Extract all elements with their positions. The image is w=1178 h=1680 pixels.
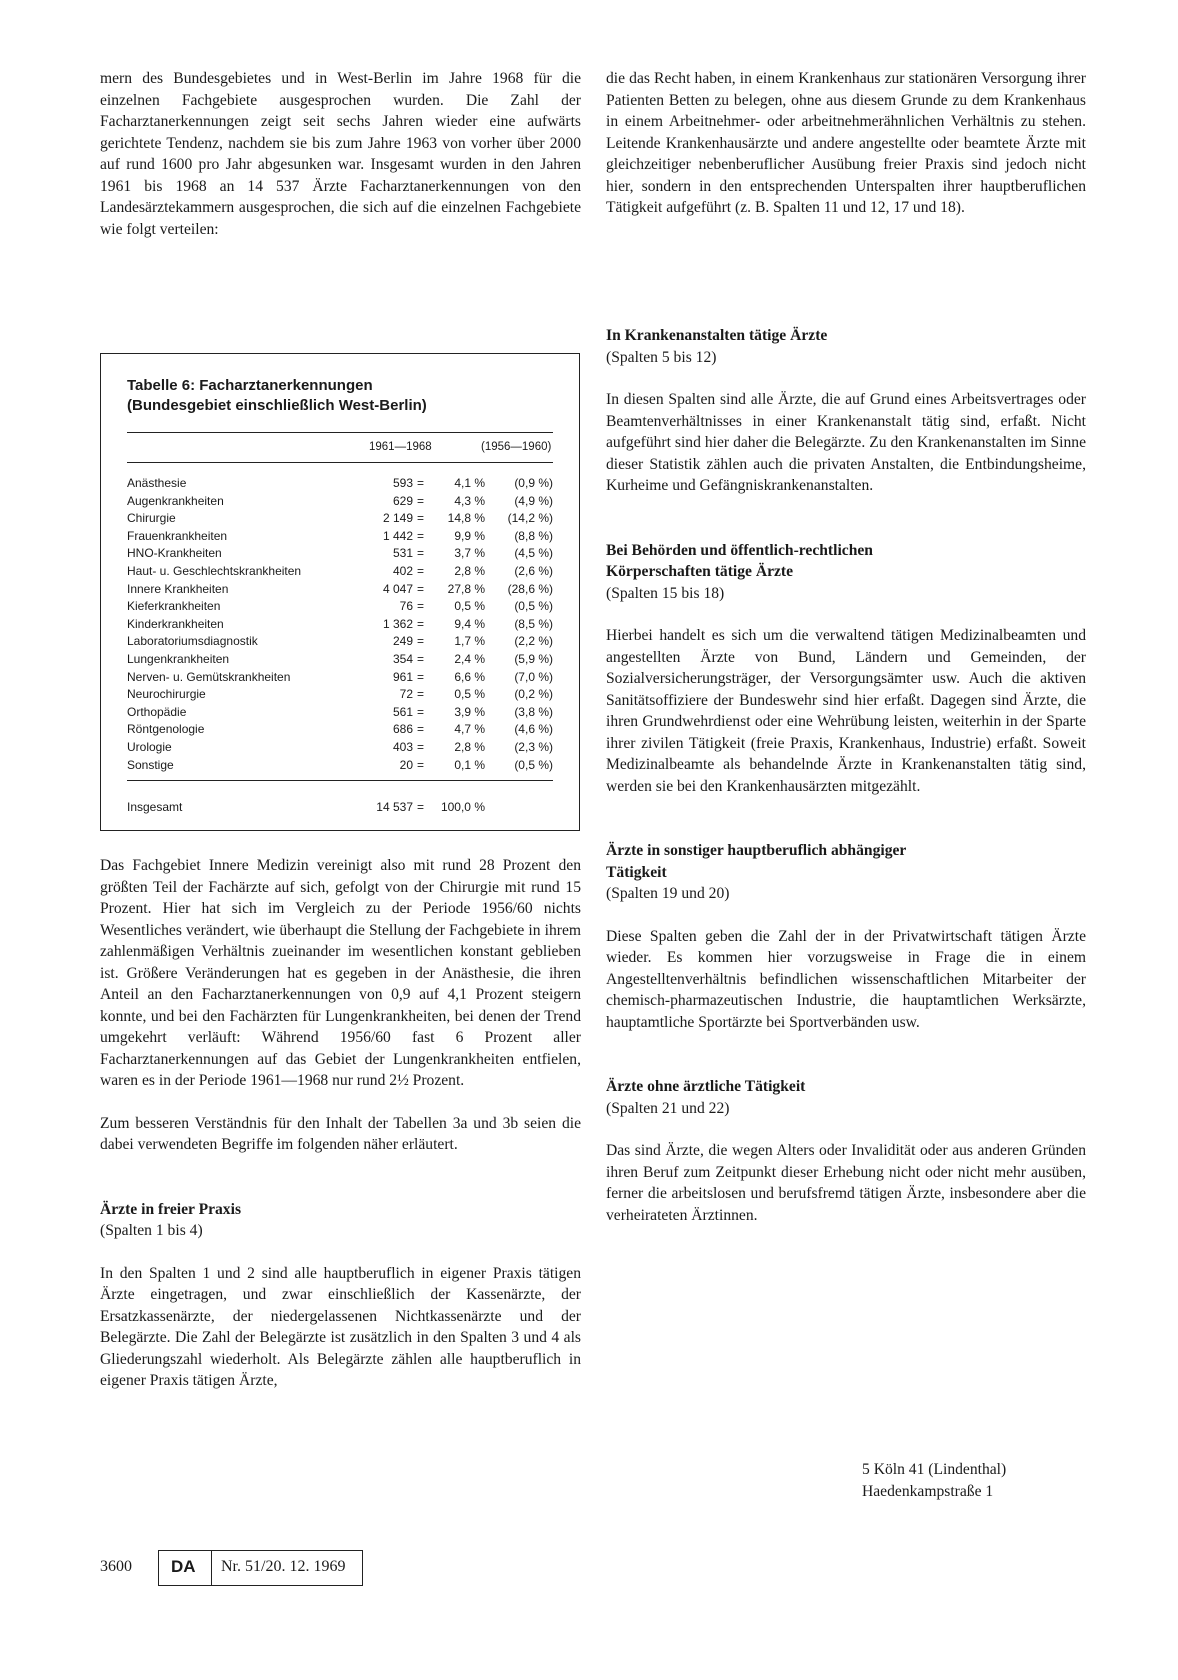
row-previous: (0,9 %) [514, 476, 553, 490]
row-previous: (8,8 %) [514, 528, 553, 543]
journal-box [158, 1550, 363, 1586]
row-previous: (2,6 %) [514, 563, 553, 578]
column-header-period: 1961—1968 [369, 441, 432, 453]
row-pct: 14,8 % [447, 511, 485, 526]
row-pct: 6,6 % [454, 669, 485, 684]
section-subheading: (Spalten 15 bis 18) [606, 584, 725, 602]
row-previous: (5,9 %) [514, 651, 553, 666]
row-label: Haut- u. Geschlechtskrankheiten [127, 563, 302, 578]
row-pct: 4,3 % [454, 493, 485, 508]
row-count: 961 [392, 669, 413, 684]
table-row [127, 757, 553, 775]
address-line-1: 5 Köln 41 (Lindenthal) [862, 1461, 1007, 1478]
row-pct: 0,5 % [454, 687, 485, 702]
row-label: Kieferkrankheiten [127, 599, 221, 614]
issue-number: Nr. 51/20. 12. 1969 [221, 1558, 346, 1575]
row-label: Lungenkrankheiten [127, 651, 230, 666]
row-eq: = [417, 581, 425, 596]
row-previous: (0,5 %) [514, 599, 553, 614]
row-count: 249 [392, 634, 413, 649]
row-pct: 9,4 % [454, 616, 485, 631]
table-row [127, 563, 553, 581]
row-count: 593 [392, 476, 413, 490]
table-6 [100, 353, 580, 831]
row-previous: (4,6 %) [514, 722, 553, 737]
row-eq: = [417, 651, 425, 666]
section-subheading: (Spalten 19 und 20) [606, 885, 730, 902]
row-eq: = [417, 528, 425, 543]
section-heading: Ärzte in freier Praxis [100, 1200, 242, 1218]
row-eq: = [417, 563, 425, 578]
row-pct: 2,8 % [454, 563, 485, 578]
row-count: 1 362 [382, 616, 413, 631]
row-label: Nerven- u. Gemütskrankheiten [127, 669, 291, 684]
row-pct: 4,1 % [454, 476, 485, 490]
row-previous: (2,2 %) [514, 634, 553, 649]
row-previous: (14,2 %) [507, 511, 553, 526]
table-row [127, 721, 553, 739]
section-text: In den Spalten 1 und 2 sind alle hauptberuflich in eigener Praxis tätigen Ärzte eingetragen, und zwar einschließlich der Kassenärzte, der Ersatzkassenärzte, der niedergelassenen Nichtkassenärzte und der Belegärzte. Die Zahl der Belegärzte ist zusätzlich in den Spalten 3 und 4 als Gliederungszahl wiederholt. Als Belegärzte zählen alle hauptberuflich in eigener Praxis tätigen Ärzte, [100, 1264, 581, 1389]
section-freie-praxis [100, 1199, 581, 1392]
row-pct: 4,7 % [454, 722, 485, 737]
table-rows [127, 475, 553, 774]
row-pct: 3,9 % [454, 704, 485, 719]
page-number: 3600 [100, 1558, 132, 1575]
row-eq: = [417, 493, 425, 508]
table-title-line1: Tabelle 6: Facharztanerkennungen [127, 377, 373, 394]
row-label: Augenkrankheiten [127, 493, 224, 508]
total-eq: = [417, 800, 425, 814]
section-heading-2: Körperschaften tätige Ärzte [606, 563, 794, 580]
row-count: 531 [392, 546, 413, 561]
row-eq: = [417, 739, 425, 754]
journal-box-divider [211, 1551, 212, 1585]
row-label: Sonstige [127, 757, 174, 772]
total-pct: 100,0 % [440, 800, 485, 814]
row-label: Orthopädie [127, 704, 187, 719]
table-title [127, 376, 427, 416]
row-previous: (8,5 %) [514, 616, 553, 631]
row-previous: (0,2 %) [514, 687, 553, 702]
section-heading: In Krankenanstalten tätige Ärzte [606, 327, 828, 344]
table-row [127, 704, 553, 722]
row-eq: = [417, 687, 425, 702]
table-row [127, 581, 553, 599]
row-previous: (2,3 %) [514, 739, 553, 754]
row-count: 76 [399, 599, 413, 614]
row-label: Kinderkrankheiten [127, 616, 224, 631]
table-row [127, 633, 553, 651]
section-krankenanstalten [606, 325, 1086, 497]
section-ohne-taetigkeit [606, 1076, 1086, 1226]
row-label: Neurochirurgie [127, 687, 206, 702]
right-intro [606, 68, 1086, 219]
row-label: Innere Krankheiten [127, 581, 229, 596]
row-previous: (0,5 %) [514, 757, 553, 772]
right-intro-text: die das Recht haben, in einem Krankenhaus zur stationären Versorgung ihrer Patienten Betten zu belegen, ohne aus diesem Grunde zu dem Krankenhaus in einem Arbeitnehmer- oder arbeitnehmerähnlichen Verhältnis zu stehen. Leitende Krankenhausärzte und andere angestellte oder beamtete Ärzte mit gleichzeitiger nebenberuflicher Ausübung freier Praxis sind jedoch nicht hier, sondern in den entsprechenden Unterspalten ihrer hauptberuflichen Tätigkeit aufgeführt (z. B. Spalten 11 und 12, 17 und 18). [606, 70, 1086, 216]
total-label: Insgesamt [127, 800, 183, 814]
right-body [606, 325, 1086, 1226]
row-pct: 2,4 % [454, 651, 485, 666]
address-line-2: Haedenkampstraße 1 [862, 1482, 994, 1500]
row-count: 686 [392, 722, 413, 737]
row-previous: (7,0 %) [514, 669, 553, 684]
table-row [127, 616, 553, 634]
row-pct: 1,7 % [454, 634, 485, 649]
row-eq: = [417, 704, 425, 719]
row-eq: = [417, 511, 425, 526]
table-row [127, 598, 553, 616]
row-pct: 0,1 % [454, 757, 485, 772]
row-label: Laboratoriumsdiagnostik [127, 634, 258, 649]
row-pct: 9,9 % [454, 528, 485, 543]
row-count: 402 [392, 563, 413, 578]
table-row [127, 651, 553, 669]
row-label: Chirurgie [127, 511, 176, 526]
row-eq: = [417, 546, 425, 561]
row-label: Urologie [127, 739, 172, 754]
section-behoerden [606, 540, 1086, 798]
row-count: 561 [392, 704, 413, 719]
section-text: Das sind Ärzte, die wegen Alters oder Invalidität oder aus anderen Gründen ihren Beruf zum Zeitpunkt dieser Erhebung nicht oder nicht mehr ausüben, ferner die arbeitslosen und berufsfremd tätigen Ärzte, insbesondere aber die verheirateten Ärztinnen. [606, 1142, 1086, 1224]
table-row [127, 686, 553, 704]
table-total-row [127, 798, 553, 816]
row-previous: (28,6 %) [507, 581, 553, 596]
left-para-2: Zum besseren Verständnis für den Inhalt der Tabellen 3a und 3b seien die dabei verwendeten Begriffe im folgenden näher erläutert. [100, 1114, 581, 1153]
row-pct: 3,7 % [454, 546, 485, 561]
section-heading-1: Ärzte in sonstiger hauptberuflich abhängiger [606, 842, 907, 859]
section-text: Diese Spalten geben die Zahl der in der Privatwirtschaft tätigen Ärzte wieder. Es kommen hier vorzugsweise in Frage die in einem Angestelltenverhältnis befindlichen wissenschaftlichen Mitarbeiter der chemisch-pharmazeutischen Industrie, die hauptamtlichen Werksärzte, hauptamtliche Sportärzte bei Sportverbänden usw. [606, 927, 1086, 1031]
section-subheading: (Spalten 21 und 22) [606, 1099, 730, 1117]
section-heading-2: Tätigkeit [606, 863, 667, 881]
row-pct: 0,5 % [454, 599, 485, 614]
row-count: 1 442 [382, 528, 413, 543]
table-row [127, 510, 553, 528]
row-label: Röntgenologie [127, 722, 205, 737]
row-eq: = [417, 669, 425, 684]
row-eq: = [417, 634, 425, 649]
section-heading-1: Bei Behörden und öffentlich-rechtlichen [606, 541, 873, 559]
row-eq: = [417, 757, 425, 772]
row-previous: (4,5 %) [514, 546, 553, 561]
column-header-previous: (1956—1960) [481, 441, 552, 453]
total-count: 14 537 [376, 800, 413, 814]
section-text: In diesen Spalten sind alle Ärzte, die auf Grund eines Arbeitsvertrages oder Beamtenverhältnisses in einer Krankenanstalt tätig sind, erfaßt. Nicht aufgeführt sind hier daher die Belegärzte. Zu den Krankenanstalten im Sinne dieser Statistik zählen auch die privaten Anstalten, die Entbindungsheime, Kurheime und Gefängniskrankenanstalten. [606, 391, 1086, 494]
table-title-line2: (Bundesgebiet einschließlich West-Berlin) [127, 397, 427, 414]
table-row [127, 528, 553, 546]
row-pct: 2,8 % [454, 739, 485, 754]
table-rule-top [127, 432, 553, 433]
table-row [127, 493, 553, 511]
table-row [127, 669, 553, 687]
left-intro [100, 68, 581, 240]
row-count: 403 [392, 739, 413, 754]
author-address [862, 1459, 1006, 1502]
row-eq: = [417, 722, 425, 737]
row-eq: = [417, 599, 425, 614]
journal-name: DA [171, 1557, 196, 1576]
table-row [127, 475, 553, 493]
table-row [127, 545, 553, 563]
row-label: Anästhesie [127, 476, 187, 490]
row-count: 20 [399, 757, 413, 772]
section-subheading: (Spalten 5 bis 12) [606, 348, 717, 366]
table-rule-mid [127, 462, 553, 463]
row-count: 354 [392, 651, 413, 666]
left-body [100, 855, 581, 1392]
section-subheading: (Spalten 1 bis 4) [100, 1222, 203, 1239]
section-text: Hierbei handelt es sich um die verwaltend tätigen Medizinalbeamten und angestellten Ärzte von Bund, Ländern und Gemeinden, der Sozialversicherungsträger, der Versorgungsämter usw. Auch die aktiven Sanitätsoffiziere der Bundeswehr sind hier erfaßt. Dagegen sind Ärzte, die ihren Grundwehrdienst oder eine Wehrübung leisten, weiterhin in der Sparte ihrer zivilen Tätigkeit (freie Praxis, Krankenhaus, Industrie) erfaßt. Soweit Medizinalbeamte als behandelnde Ärzte in Krankenanstalten tätig sind, werden sie bei den Krankenhausärzten mitgezählt. [606, 627, 1086, 795]
row-count: 629 [392, 493, 413, 508]
row-count: 72 [399, 687, 413, 702]
table-rule-bottom [127, 780, 553, 781]
section-sonstige [606, 840, 1086, 1033]
table-row [127, 739, 553, 757]
left-intro-text: mern des Bundesgebietes und in West-Berlin im Jahre 1968 für die einzelnen Fachgebiete ausgesprochen wurden. Die Zahl der Facharztanerkennungen zeigt seit sechs Jahren wieder eine aufwärts gerichtete Tendenz, nachdem sie bis zum Jahre 1963 von vorher über 2000 auf rund 1600 pro Jahr abgesunken war. Insgesamt wurden in den Jahren 1961 bis 1968 an 14 537 Ärzte Facharztanerkennungen von den Landesärztekammern ausgesprochen, die sich auf die einzelnen Fachgebiete wie folgt verteilen: [100, 70, 581, 238]
section-heading: Ärzte ohne ärztliche Tätigkeit [606, 1078, 806, 1095]
row-previous: (3,8 %) [514, 704, 553, 719]
row-previous: (4,9 %) [514, 493, 553, 508]
row-label: HNO-Krankheiten [127, 546, 222, 561]
row-count: 4 047 [382, 581, 413, 596]
row-eq: = [417, 616, 425, 631]
row-pct: 27,8 % [447, 581, 485, 596]
left-para-1: Das Fachgebiet Innere Medizin vereinigt also mit rund 28 Prozent den größten Teil der Fachärzte auf sich, gefolgt von der Chirurgie mit rund 15 Prozent. Hier hat sich im Vergleich zu der Periode 1956/60 nichts Wesentliches verändert, wie überhaupt die Stellung der Fachgebiete in ihrem zahlenmäßigen Verhältnis zueinander im wesentlichen konstant geblieben ist. Größere Veränderungen hat es gegeben in der Anästhesie, die ihren Anteil an den Facharztanerkennungen von 0,9 auf 4,1 Prozent steigern konnte, und bei den Fachärzten für Lungenkrankheiten, bei denen der Trend umgekehrt verläuft: Während 1956/60 fast 6 Prozent aller Facharztanerkennungen auf das Gebiet der Lungenkrankheiten entfielen, waren es in der Periode 1961—1968 nur rund 2½ Prozent. [100, 857, 581, 1089]
row-count: 2 149 [382, 511, 413, 526]
row-eq: = [417, 476, 425, 490]
row-label: Frauenkrankheiten [127, 528, 228, 543]
